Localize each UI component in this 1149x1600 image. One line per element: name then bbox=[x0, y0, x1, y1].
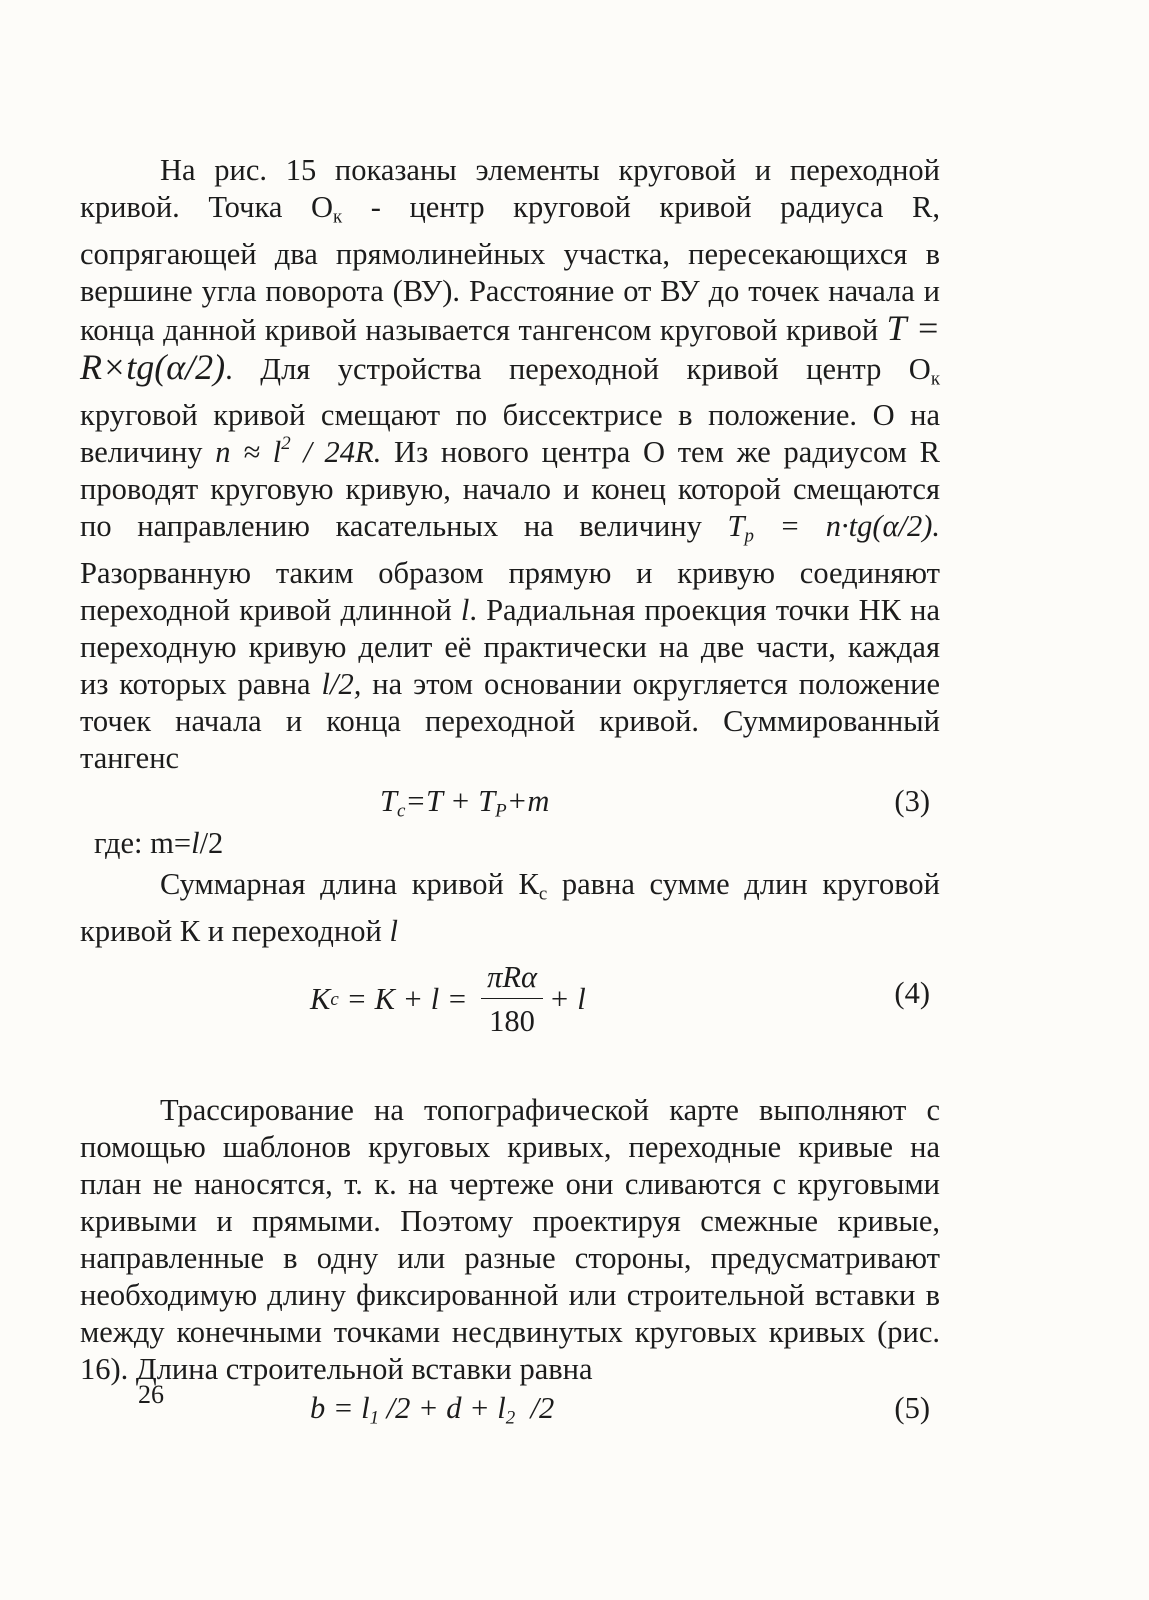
equation-3 bbox=[80, 777, 940, 825]
p1-subscript-k-2: к bbox=[930, 368, 940, 390]
eq4-lhs-sub: c bbox=[330, 988, 339, 1010]
spacer bbox=[80, 1046, 940, 1092]
eq3-b-sub: P bbox=[495, 800, 507, 822]
eq3-a-sub: c bbox=[396, 800, 406, 822]
eq5-b-sub: 2 bbox=[505, 1407, 516, 1429]
equation-5-number: (5) bbox=[894, 1390, 930, 1425]
eq4-fraction bbox=[481, 958, 543, 1041]
p1-text-h: на этом основании округляется положение точек начала и конца переходной кривой. Суммированный тангенс bbox=[80, 667, 940, 776]
p1-text-e: Из нового центра О тем же радиусом R проводят круговую кривую, начало и конец которой смещаются по направлению касательных на величину bbox=[80, 435, 941, 544]
tangent-formula: T = R×tg(α/2) bbox=[80, 307, 940, 387]
p1-subscript-k: к bbox=[332, 206, 343, 228]
shift-formula-a: n ≈ l bbox=[215, 435, 282, 470]
tp-formula-a: T bbox=[727, 509, 745, 544]
equation-4 bbox=[80, 954, 940, 1046]
p2-text-a: Суммарная длина кривой К bbox=[160, 867, 539, 902]
equation-3-body bbox=[380, 777, 549, 836]
equation-4-number: (4) bbox=[894, 975, 930, 1010]
half-length: l/2, bbox=[321, 667, 362, 702]
p1-text-b: - центр круговой кривой радиуса R, сопрягающей два прямолинейных участка, пересекающихся в вершине угла поворота (ВУ). Расстояние от ВУ до точек начала и конца данной кривой называется тангенсом круговой кривой bbox=[80, 190, 941, 347]
eq4-tail: + l bbox=[548, 982, 586, 1017]
paragraph-2 bbox=[80, 866, 940, 950]
tp-formula-subscript: p bbox=[744, 526, 754, 548]
eq4-mid: = K + l = bbox=[338, 982, 476, 1017]
p1-text-a: На рис. 15 показаны элементы круговой и переходной кривой. Точка О bbox=[80, 153, 940, 224]
eq4-lhs: K bbox=[310, 982, 331, 1017]
shift-formula-b: / 24R. bbox=[290, 435, 382, 470]
eq5-a-sub: 1 bbox=[369, 1407, 380, 1429]
page-number: 26 bbox=[138, 1380, 164, 1409]
equation-3-number: (3) bbox=[894, 784, 930, 819]
eq4-denominator: 180 bbox=[489, 1004, 535, 1039]
paragraph-3: Трассирование на топографической карте выполняют с помощью шаблонов круговых кривых, переходные кривые на план не наносятся, т. к. на чертеже они сливаются с круговыми кривыми и прямыми. Поэтому проектируя смежные кривые, направленные в одну или разные стороны, предусматривают необходимую длину фиксированной или строительной вставки в между конечными точками несдвинутых круговых кривых (рис. 16). Длина строительной вставки равна bbox=[80, 1092, 940, 1386]
equation-5 bbox=[80, 1388, 940, 1428]
p2-length-variable: l bbox=[389, 913, 398, 948]
p1-text-d: круговой кривой смещают по биссектрисе в положение. О на величину bbox=[80, 398, 940, 470]
length-variable: l bbox=[460, 593, 470, 628]
p1-text-c: . Для устройства переходной кривой центр О bbox=[225, 351, 931, 386]
p2-subscript-c: с bbox=[538, 883, 548, 905]
eq3-c: +m bbox=[506, 784, 550, 819]
p2-text-b: равна сумме длин круговой кривой К и переходной bbox=[80, 867, 941, 948]
eq4-numerator: πRα bbox=[481, 958, 543, 999]
shift-formula-exponent: 2 bbox=[281, 433, 291, 455]
where-b: l bbox=[191, 826, 200, 861]
eq5-c: /2 bbox=[515, 1390, 555, 1425]
eq5-a: b = l bbox=[310, 1390, 370, 1425]
where-a: где: m= bbox=[94, 826, 192, 861]
tp-formula-b: = n·tg(α/2). bbox=[753, 509, 940, 544]
shift-formula bbox=[215, 435, 381, 469]
where-c: /2 bbox=[199, 826, 224, 861]
p1-text-g: . Радиальная проекция точки НК на переходную кривую делит её практически на две части, каждая из которых равна bbox=[80, 593, 940, 702]
p1-text-f: Разорванную таким образом прямую и кривую соединяют переходной кривой длинной bbox=[80, 556, 940, 628]
equation-4-body bbox=[310, 954, 586, 1046]
paragraph-1 bbox=[80, 152, 940, 777]
eq3-a: T bbox=[380, 784, 397, 819]
equation-5-body bbox=[310, 1388, 554, 1439]
tp-formula bbox=[727, 509, 940, 548]
eq5-b: /2 + d + l bbox=[379, 1390, 506, 1425]
eq3-b: =T + T bbox=[405, 784, 496, 819]
page-body bbox=[80, 152, 940, 1428]
